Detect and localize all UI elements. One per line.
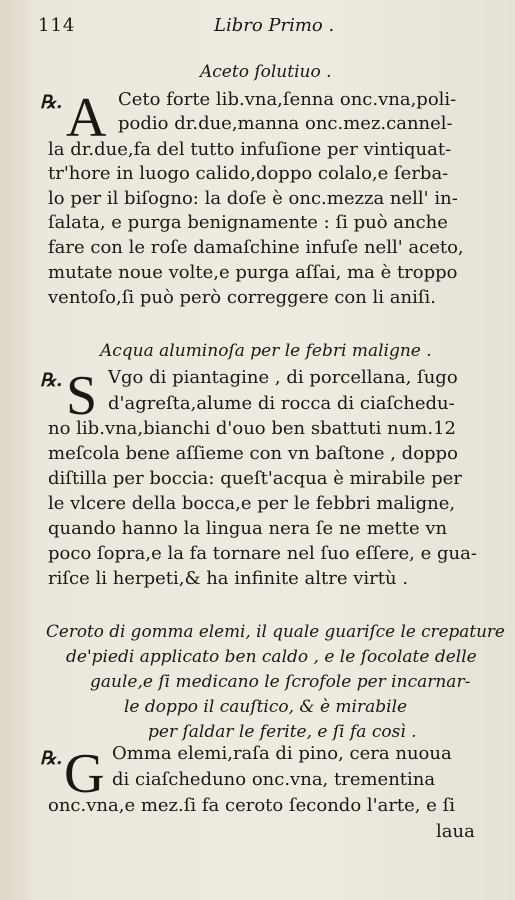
running-head: Libro Primo . (214, 15, 335, 36)
text-line: no lib.vna,bianchi d'ouo ben sbattuti num.12 (48, 418, 456, 439)
text-line: mutate noue volte,e purga aſſai, ma è troppo (48, 262, 458, 283)
section-title-ceroto: per ſaldar le ferite, e ſi fa così . (148, 722, 417, 742)
text-line: Omma elemi,raſa di pino, cera nuoua (112, 743, 452, 764)
page-header (0, 15, 515, 41)
text-line: ſalata, e purga benignamente : ſi può anche (48, 212, 448, 233)
recipe-symbol-icon: ℞. (40, 92, 63, 113)
text-line: fare con le roſe damaſchine infuſe nell' aceto, (48, 237, 464, 258)
section-title-ceroto: Ceroto di gomma elemi, il quale guariſce le crepature (46, 622, 505, 642)
text-line: diſtilla per boccia: queſt'acqua è mirabile per (48, 468, 462, 489)
recipe-symbol-icon: ℞. (40, 748, 63, 769)
recipe-symbol-icon: ℞. (40, 370, 63, 391)
text-line: laua (436, 821, 475, 842)
drop-cap: S (66, 365, 98, 427)
text-line: podio dr.due,manna onc.mez.cannel- (118, 113, 453, 134)
text-line: Vgo di piantagine , di porcellana, ſugo (108, 367, 458, 388)
text-line: Ceto forte lib.vna,ſenna onc.vna,poli- (118, 89, 457, 110)
drop-cap: G (64, 743, 105, 805)
text-line: ventoſo,ſi può però correggere con li aniſi. (48, 287, 437, 308)
section-title-acqua: Acqua aluminoſa per le febri maligne . (100, 341, 432, 361)
text-line: quando hanno la lingua nera ſe ne mette vn (48, 518, 448, 539)
text-line: riſce li herpeti,& ha infinite altre virtù . (48, 568, 409, 589)
text-line: tr'hore in luogo calido,doppo colalo,e ſerba- (48, 163, 449, 184)
text-line: poco ſopra,e la fa tornare nel ſuo eſſere, e gua- (48, 543, 477, 564)
text-line: di ciaſcheduno onc.vna, trementina (112, 769, 436, 790)
text-line: onc.vna,e mez.ſi fa ceroto ſecondo l'arte, e ſi (48, 795, 456, 816)
text-line: la dr.due,fa del tutto infuſione per vintiquat- (48, 139, 452, 160)
section-title-ceroto: gaule,e ſi medicano le ſcrofole per incarnar- (90, 672, 471, 692)
text-line: d'agreſta,alume di rocca di ciaſchedu- (108, 393, 455, 414)
page-number: 114 (38, 15, 76, 36)
section-title-ceroto: le doppo il cauſtico, & è mirabile (124, 697, 408, 717)
text-line: le vlcere della bocca,e per le febbri maligne, (48, 493, 456, 514)
section-title-aceto: Aceto ſolutiuo . (200, 62, 332, 82)
text-line: lo per il biſogno: la doſe è onc.mezza nell' in- (48, 188, 458, 209)
text-line: meſcola bene aſſieme con vn baſtone , doppo (48, 443, 458, 464)
drop-cap: A (66, 87, 107, 149)
section-title-ceroto: de'piedi applicato ben caldo , e le ſocolate delle (66, 647, 477, 667)
